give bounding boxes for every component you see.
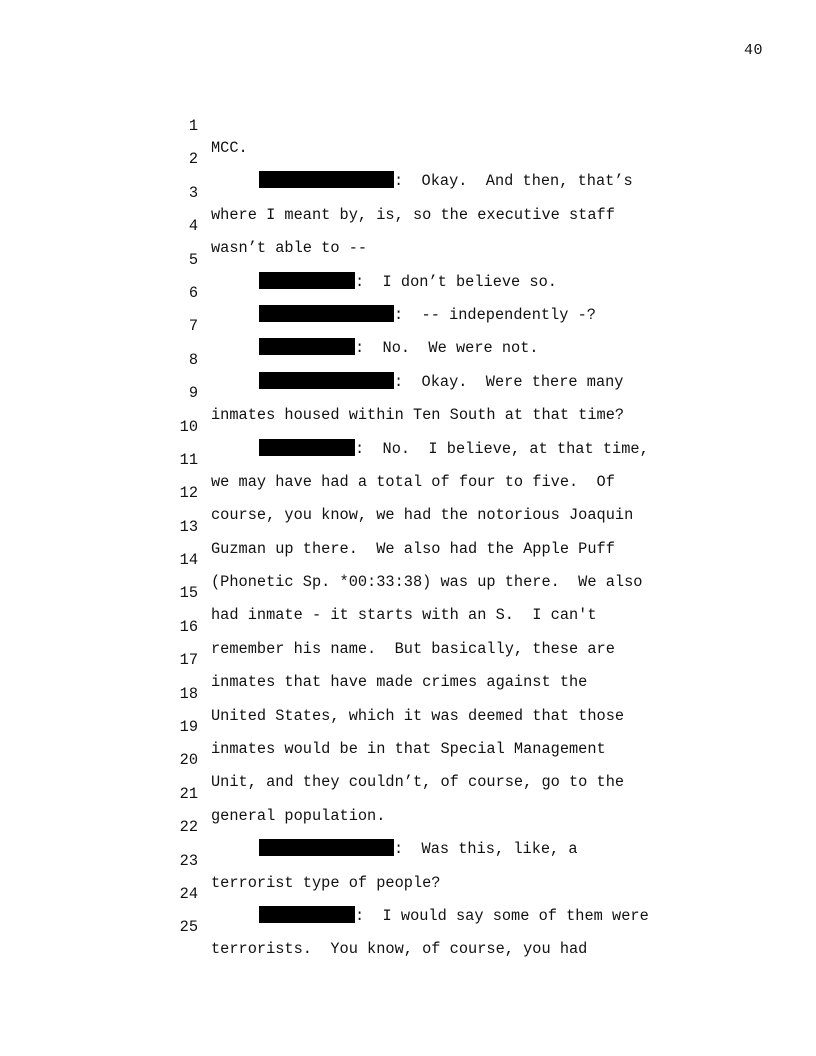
transcript-line (0, 727, 816, 792)
line-text: : -- independently -? (394, 305, 596, 324)
transcript-line (0, 560, 816, 625)
line-text: (Phonetic Sp. *00:33:38) was up there. We also (211, 573, 643, 592)
line-number: 22 (179, 818, 198, 837)
line-text: had inmate - it starts with an S. I can't (211, 606, 597, 625)
line-text: : Okay. And then, that’s (394, 172, 633, 191)
line-text: : Was this, like, a (394, 840, 578, 859)
transcript-line (0, 694, 816, 759)
line-text: Unit, and they couldn’t, of course, go to the (211, 773, 625, 792)
line-number: 24 (179, 884, 198, 903)
line-number: 4 (188, 217, 198, 236)
transcript-line (0, 494, 816, 558)
line-number: 13 (179, 517, 198, 536)
line-text: course, you know, we had the notorious Joaquin (211, 506, 634, 525)
transcript-line (0, 293, 816, 358)
line-text: : I don’t believe so. (355, 272, 557, 291)
line-text: wasn’t able to -- (211, 239, 368, 258)
line-number: 20 (179, 751, 198, 770)
line-text: inmates that have made crimes against the (211, 673, 588, 692)
line-text: : No. We were not. (355, 339, 539, 358)
line-number: 3 (188, 183, 198, 202)
line-number: 9 (188, 384, 198, 403)
transcript-line (0, 627, 816, 692)
transcript-line (0, 394, 816, 458)
line-text: inmates housed within Ten South at that time? (211, 406, 625, 425)
line-text: : No. I believe, at that time, (355, 439, 649, 458)
transcript-line (0, 894, 816, 959)
line-number: 17 (179, 651, 198, 670)
transcript-line (0, 460, 816, 525)
line-number: 18 (179, 684, 198, 703)
line-number: 25 (179, 918, 198, 937)
line-number: 23 (179, 851, 198, 870)
transcript-line (0, 594, 816, 658)
line-text: terrorists. You know, of course, you had (211, 940, 588, 959)
line-number: 15 (179, 584, 198, 603)
line-text: remember his name. But basically, these are (211, 639, 615, 658)
line-text: Guzman up there. We also had the Apple Puff (211, 539, 615, 558)
transcript-line (0, 661, 816, 725)
transcript-line (0, 761, 816, 825)
line-text: inmates would be in that Special Management (211, 740, 606, 759)
line-number: 16 (179, 617, 198, 636)
transcript-line (0, 527, 816, 592)
transcript-line (0, 427, 816, 491)
transcript-line (0, 227, 816, 291)
line-number: 12 (179, 484, 198, 503)
line-number: 8 (188, 350, 198, 369)
line-text: : Okay. Were there many (394, 372, 624, 391)
line-text: terrorist type of people? (211, 873, 441, 892)
transcript-line (0, 327, 816, 391)
transcript (0, 93, 816, 959)
line-text: MCC. (211, 139, 248, 157)
line-text: United States, which it was deemed that those (211, 706, 625, 725)
line-number: 19 (179, 718, 198, 737)
line-number: 14 (179, 551, 198, 570)
line-number: 1 (188, 117, 198, 135)
transcript-line (0, 126, 816, 191)
line-text: where I meant by, is, so the executive staff (211, 205, 615, 224)
page-number: 40 (744, 42, 764, 59)
line-number: 6 (188, 283, 198, 302)
transcript-line (0, 160, 816, 224)
line-number: 2 (188, 150, 198, 169)
transcript-line (0, 794, 816, 859)
transcript-line (0, 861, 816, 925)
line-text: we may have had a total of four to five. Of (211, 472, 615, 491)
transcript-line (0, 260, 816, 324)
transcript-line (0, 828, 816, 892)
line-number: 10 (179, 417, 198, 436)
transcript-line (0, 93, 816, 157)
transcript-line (0, 360, 816, 425)
line-number: 11 (179, 450, 198, 469)
line-number: 5 (188, 250, 198, 269)
line-number: 21 (179, 784, 198, 803)
line-number: 7 (188, 317, 198, 336)
transcript-line (0, 193, 816, 258)
line-text: : I would say some of them were (355, 906, 649, 925)
line-text: general population. (211, 806, 386, 825)
